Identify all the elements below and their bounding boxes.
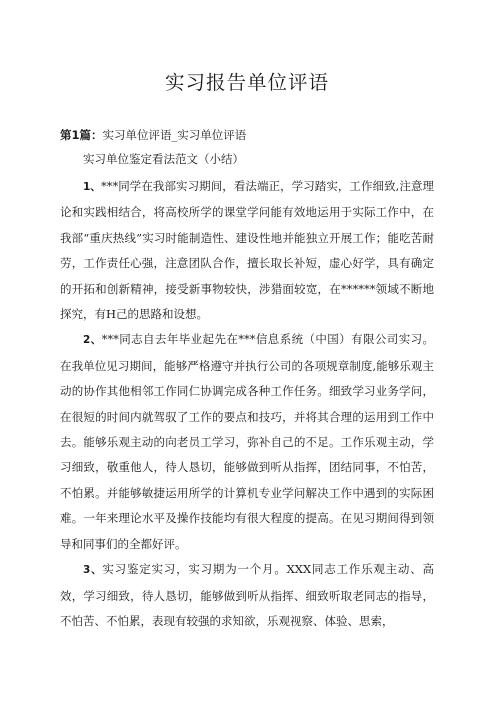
- paragraph-text: ***同学在我部实习期间，看法端正，学习踏实，工作细致,注意理论和实践相结合，将高校所学的课堂学问能有效地运用于实际工作中，在我部“重庆热线”实习时能制造性、建设性地并能独立开展工作；能吃苦耐劳，工作责任心强，注意团队合作，擅长取长补短，虚心好学，具有确定的开拓和创新精神，接受新事物较快，涉猎面较宽，在******领域不断地探究，有H己的思路和设想。: [60, 179, 435, 322]
- chapter-text: 实习单位评语_实习单位评语: [102, 128, 247, 142]
- paragraph-number: 1、: [83, 181, 101, 193]
- chapter-prefix: 第1篇：: [60, 128, 103, 142]
- paragraph-text: ***同志自去年毕业起先在***信息系统（中国）有限公司实习。在我单位见习期间，能够严格遵守并执行公司的各项规章制度,能够乐观主动的协作其他相邻工作同仁协调完成各种工作任务。细致学习业务学问，在很短的时间内就驾驭了工作的要点和技巧，并将其合理的运用到工作中去。能够乐观主动的向老员工学习，弥补自己的不足。工作乐观主动，学习细致，敬重他人，待人恳切，能够做到听从指挥，团结同事，不怕苦，不怕累。并能够敏捷运用所学的计算机专业学问解决工作中遇到的实际困难。一年来理论水平及操作技能均有很大程度的提高。在见习期间得到领导和同事们的全都好评。: [60, 332, 434, 551]
- paragraph-2: [60, 327, 434, 557]
- chapter-heading: [60, 126, 434, 144]
- paragraph-text: 实习鉴定实习，实习期为一个月。XXX同志工作乐观主动、高效，学习细致，待人恳切，能够做到听从指挥、细致听取老同志的指导，不怕苦、不怕累，表现有较强的求知欲，乐观视察、体验、思索，: [60, 562, 434, 628]
- paragraph-number: 2、: [83, 334, 102, 347]
- section-subtitle: 实习单位鉴定看法范文（小结）: [83, 152, 244, 166]
- paragraph-number: 3、: [83, 564, 103, 577]
- document-title: 实习报告单位评语: [164, 71, 329, 94]
- paragraph-3: [60, 557, 434, 634]
- paragraph-1: [60, 174, 434, 327]
